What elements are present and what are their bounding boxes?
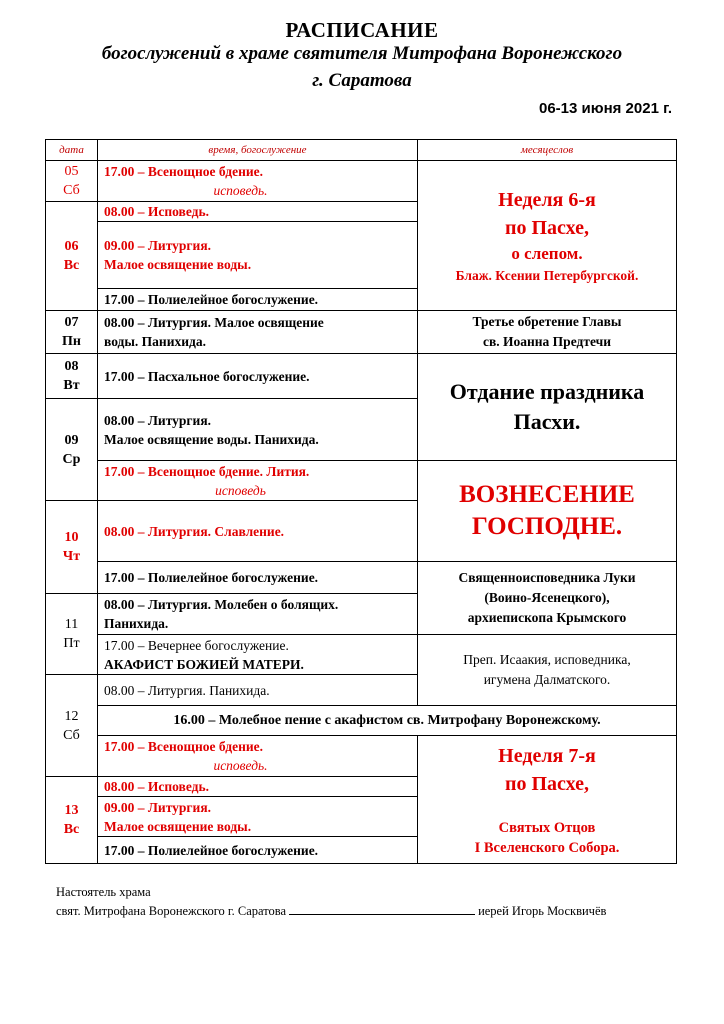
date-range: 06-13 июня 2021 г.: [539, 100, 672, 117]
footer-rector-title: Настоятель храма: [56, 885, 151, 899]
service-cell: 17.00 – Полиелейное богослужение.: [98, 562, 418, 594]
col-date-header: дата: [46, 140, 98, 161]
service-cell: 08.00 – Литургия. Панихида.: [98, 675, 418, 706]
date-cell: 08 Вт: [46, 354, 98, 399]
footer-signature-line: [56, 903, 606, 919]
footer-church-name: свят. Митрофана Воронежского г. Саратова: [56, 904, 287, 918]
footer-signer: иерей Игорь Москвичёв: [478, 904, 607, 918]
service-cell: 08.00 – Литургия. Молебен о болящих. Панихида.: [98, 594, 418, 635]
document-subtitle: богослужений в храме святителя Митрофана Воронежского: [101, 43, 623, 64]
service-cell: 09.00 – Литургия. Малое освящение воды.: [98, 222, 418, 289]
service-cell: 17.00 – Всенощное бдение. исповедь.: [98, 736, 418, 777]
service-cell: 17.00 – Вечернее богослужение. АКАФИСТ БОЖИЕЙ МАТЕРИ.: [98, 635, 418, 675]
table-header-row: [46, 140, 677, 161]
calendar-cell: Неделя 6-я по Пасхе, о слепом. Блаж. Ксении Петербургской.: [418, 161, 677, 311]
date-cell: 11 Пт: [46, 594, 98, 675]
schedule-table: [45, 139, 677, 864]
calendar-cell: ВОЗНЕСЕНИЕ ГОСПОДНЕ.: [418, 461, 677, 562]
calendar-cell: Преп. Исаакия, исповедника, игумена Далматского.: [418, 635, 677, 706]
date-cell: 13 Вс: [46, 777, 98, 864]
table-row: [46, 736, 677, 777]
calendar-cell: Отдание праздника Пасхи.: [418, 354, 677, 461]
signature-blank: [289, 903, 475, 915]
calendar-cell: Неделя 7-я по Пасхе, Святых Отцов I Вселенского Собора.: [418, 736, 677, 864]
service-cell: 17.00 – Всенощное бдение. Лития. исповедь: [98, 461, 418, 501]
table-row: [46, 161, 677, 202]
date-cell: 05 Сб: [46, 161, 98, 202]
table-row: [46, 706, 677, 736]
date-cell: 10 Чт: [46, 501, 98, 594]
date-cell: 12 Сб: [46, 675, 98, 777]
service-cell: 17.00 – Всенощное бдение. исповедь.: [98, 161, 418, 202]
table-row: [46, 311, 677, 354]
service-cell: 09.00 – Литургия. Малое освящение воды.: [98, 797, 418, 837]
service-cell: 08.00 – Исповедь.: [98, 202, 418, 222]
service-cell-wide: 16.00 – Молебное пение с акафистом св. Митрофану Воронежскому.: [98, 706, 677, 736]
col-calendar-header: месяцеслов: [418, 140, 677, 161]
calendar-cell: Священноисповедника Луки (Воино-Ясенецкого), архиепископа Крымского: [418, 562, 677, 635]
date-cell: 06 Вс: [46, 202, 98, 311]
document-title: РАСПИСАНИЕ: [285, 18, 439, 42]
table-row: [46, 354, 677, 399]
calendar-cell: Третье обретение Главы св. Иоанна Предтечи: [418, 311, 677, 354]
table-row: [46, 635, 677, 675]
service-cell: 08.00 – Литургия. Малое освящение воды. Панихида.: [98, 311, 418, 354]
table-row: [46, 562, 677, 594]
service-cell: 17.00 – Полиелейное богослужение.: [98, 837, 418, 864]
service-cell: 08.00 – Литургия. Славление.: [98, 501, 418, 562]
service-cell: 08.00 – Исповедь.: [98, 777, 418, 797]
service-cell: 08.00 – Литургия. Малое освящение воды. Панихида.: [98, 399, 418, 461]
document-city: г. Саратова: [312, 70, 412, 91]
date-cell: 07 Пн: [46, 311, 98, 354]
table-row: [46, 461, 677, 501]
col-service-header: время, богослужение: [98, 140, 418, 161]
date-cell: 09 Ср: [46, 399, 98, 501]
service-cell: 17.00 – Полиелейное богослужение.: [98, 289, 418, 311]
service-cell: 17.00 – Пасхальное богослужение.: [98, 354, 418, 399]
